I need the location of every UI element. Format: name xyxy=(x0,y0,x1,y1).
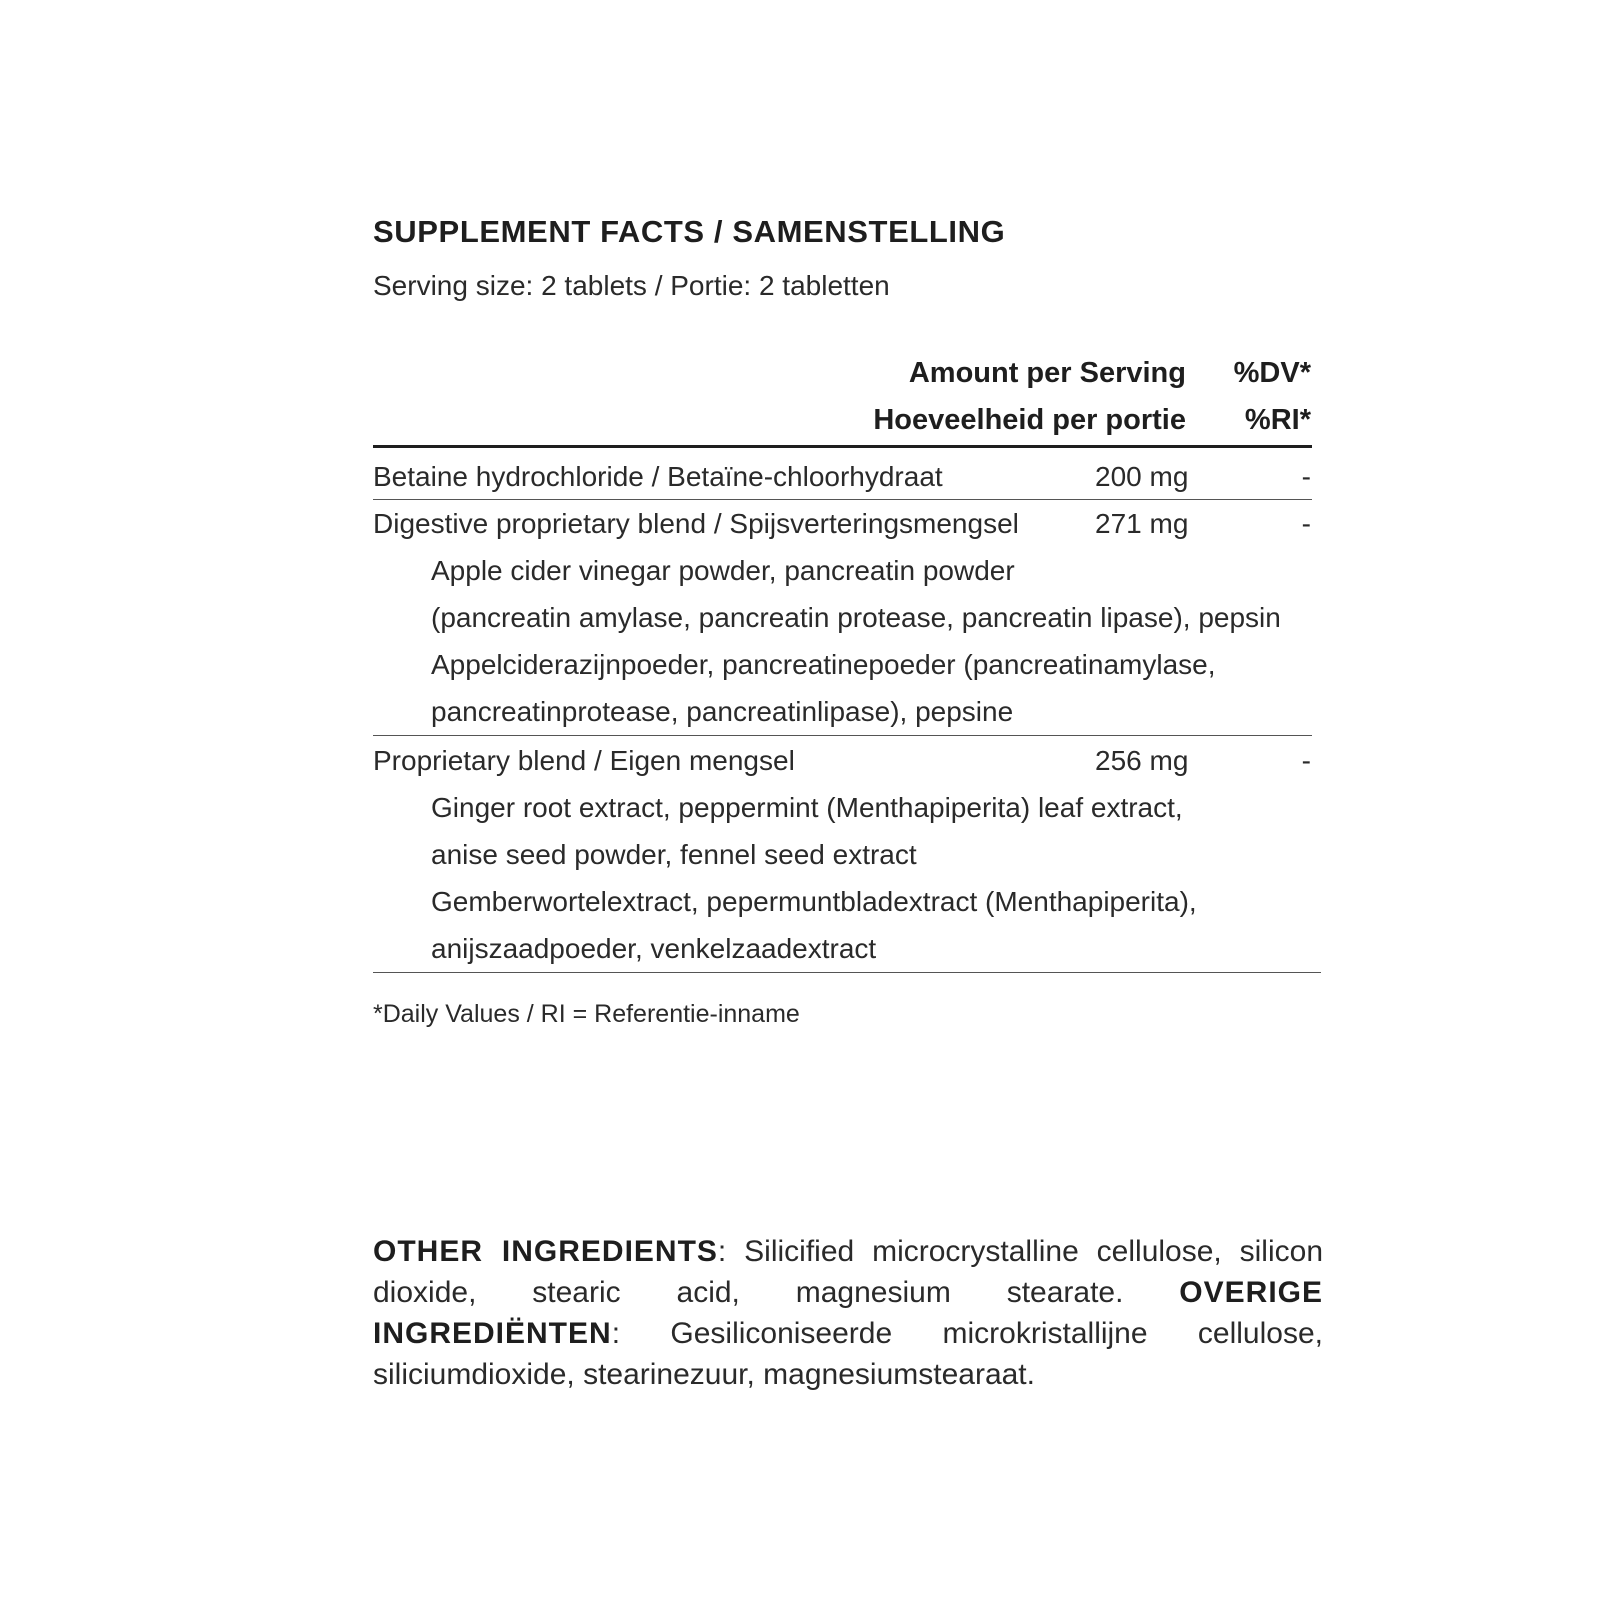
sub-line: (pancreatin amylase, pancreatin protease, pancreatin lipase), pepsin xyxy=(431,602,1281,633)
header-divider xyxy=(373,445,1312,448)
ingredient-sub-list xyxy=(431,547,1281,735)
header-amount-en: Amount per Serving xyxy=(908,357,1186,389)
overige-ingredienten-label: OVERIGE INGREDIËNTEN xyxy=(373,1276,1323,1350)
header-amount-nl: Hoeveelheid per portie xyxy=(873,404,1186,436)
header-dv-nl: %RI* xyxy=(1244,404,1311,436)
sub-line: anise seed powder, fennel seed extract xyxy=(431,839,917,870)
other-ingredients-text: : Silicified microcrystalline cellulose, silicon dioxide, stearic acid, magnesium stearate. xyxy=(373,1235,1323,1309)
sub-line: pancreatinprotease, pancreatinlipase), pepsine xyxy=(431,696,1014,727)
ingredient-dv: - xyxy=(1301,745,1311,776)
other-ingredients-label: OTHER INGREDIENTS xyxy=(373,1235,718,1268)
header-dv-en: %DV* xyxy=(1233,357,1311,389)
sub-line: Gemberwortelextract, pepermuntbladextract (Menthapiperita), xyxy=(431,886,1197,917)
overige-ingredienten-text: : Gesiliconiseerde microkristallijne cellulose, siliciumdioxide, stearinezuur, magnesiumstearaat. xyxy=(373,1317,1323,1391)
row-divider xyxy=(373,499,1312,500)
ingredient-name: Digestive proprietary blend / Spijsverteringsmengsel xyxy=(373,508,1019,539)
ingredient-dv: - xyxy=(1301,461,1311,492)
footnote: *Daily Values / RI = Referentie-inname xyxy=(373,1000,800,1028)
ingredient-sub-list xyxy=(431,784,1197,972)
row-divider xyxy=(373,735,1312,736)
ingredient-amount: 256 mg xyxy=(1095,745,1189,776)
ingredient-name: Proprietary blend / Eigen mengsel xyxy=(373,745,795,776)
page-title: SUPPLEMENT FACTS / SAMENSTELLING xyxy=(373,214,1006,249)
sub-line: Apple cider vinegar powder, pancreatin powder xyxy=(431,555,1015,586)
table-bottom-rule xyxy=(373,972,1321,973)
ingredient-amount: 271 mg xyxy=(1095,508,1189,539)
serving-size: Serving size: 2 tablets / Portie: 2 tabletten xyxy=(373,270,890,301)
sub-line: Appelciderazijnpoeder, pancreatinepoeder (pancreatinamylase, xyxy=(431,649,1216,680)
sub-line: anijszaadpoeder, venkelzaadextract xyxy=(431,933,877,964)
ingredient-name: Betaine hydrochloride / Betaïne-chloorhydraat xyxy=(373,461,943,492)
other-ingredients xyxy=(373,1231,1323,1395)
ingredient-amount: 200 mg xyxy=(1095,461,1189,492)
ingredient-dv: - xyxy=(1301,508,1311,539)
sub-line: Ginger root extract, peppermint (Menthapiperita) leaf extract, xyxy=(431,792,1183,823)
